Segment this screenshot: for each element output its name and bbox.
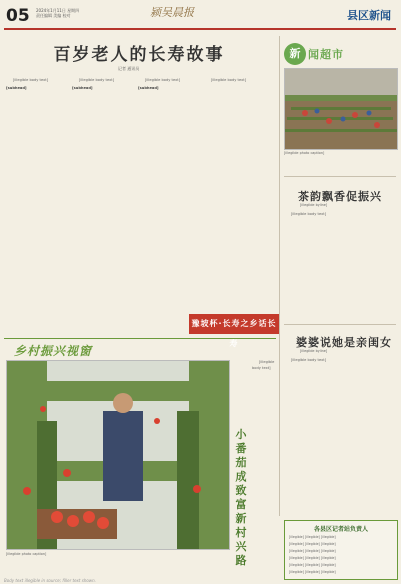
lead-column-text: [illegible body text]: [79, 78, 115, 82]
section-title: 县区新闻: [347, 9, 391, 22]
article3-text: [284, 358, 396, 514]
lead-subhead: [subhead]: [138, 85, 159, 90]
contact-row: [illegible] [illegible] [illegible]: [289, 549, 336, 553]
lead-column-1: [6, 78, 68, 308]
dateline-date: 2024年1月11日 星期四: [36, 8, 80, 13]
contact-box-title: 各县区记者站负责人: [313, 526, 368, 533]
contact-row: [illegible] [illegible] [illegible]: [289, 570, 336, 574]
lead-headline: 百岁老人的长寿故事: [53, 45, 225, 65]
section-divider: [284, 324, 396, 325]
article3-byline: [illegible byline]: [300, 349, 328, 353]
article3-paragraph: [illegible body text]: [291, 358, 327, 362]
lead-column-text: [illegible body text]: [211, 78, 247, 82]
tomato-farmer-photo: [6, 360, 230, 550]
lead-byline: 记者 通讯员: [118, 66, 140, 71]
farm-photo-caption: [illegible photo caption]: [284, 151, 325, 155]
lead-column-2: [72, 78, 134, 308]
news-badge: 新: [284, 43, 306, 65]
contact-row: [illegible] [illegible] [illegible]: [289, 542, 336, 546]
column-divider: [279, 36, 280, 516]
lead-subhead: [subhead]: [6, 85, 27, 90]
lead-column-4: [204, 78, 274, 308]
masthead-logo: 颍吴晨报: [150, 6, 194, 19]
rural-text: [252, 360, 276, 550]
news-section-title: 闻超市: [308, 48, 344, 61]
header-rule: [4, 28, 396, 30]
article2-title: 茶韵飘香促振兴: [298, 190, 382, 203]
contact-row: [illegible] [illegible] [illegible]: [289, 535, 336, 539]
dateline-editors: 责任编辑 美编 校对: [36, 13, 71, 18]
lead-column-text: [illegible body text]: [145, 78, 181, 82]
lead-column-text: [illegible body text]: [13, 78, 49, 82]
feature-banner: 豫坡杯·长寿之乡话长寿: [189, 314, 279, 334]
lead-column-3: [138, 78, 200, 308]
reconstruction-note: Body text illegible in source; filler text shown.: [4, 578, 96, 583]
lead-subhead: [subhead]: [72, 85, 93, 90]
farm-workers-photo: [284, 68, 398, 150]
page-number: 05: [6, 6, 30, 26]
tomato-photo-caption: [illegible photo caption]: [6, 552, 47, 556]
rural-section-header: 乡村振兴视窗: [14, 344, 93, 358]
article2-paragraph: [illegible body text]: [291, 212, 327, 216]
dateline: [36, 8, 79, 18]
article2-text: [284, 212, 396, 320]
contact-row: [illegible] [illegible] [illegible]: [289, 563, 336, 567]
contact-box: [284, 520, 398, 580]
rural-rule: [4, 338, 276, 339]
article3-title: 婆婆说她是亲闺女: [296, 336, 392, 349]
rural-paragraph: [illegible body text]: [252, 360, 275, 370]
section-divider: [284, 176, 396, 177]
contact-row: [illegible] [illegible] [illegible]: [289, 556, 336, 560]
rural-vertical-title: 小番茄成致富新村兴路: [235, 428, 247, 567]
article2-byline: [illegible byline]: [300, 203, 328, 207]
